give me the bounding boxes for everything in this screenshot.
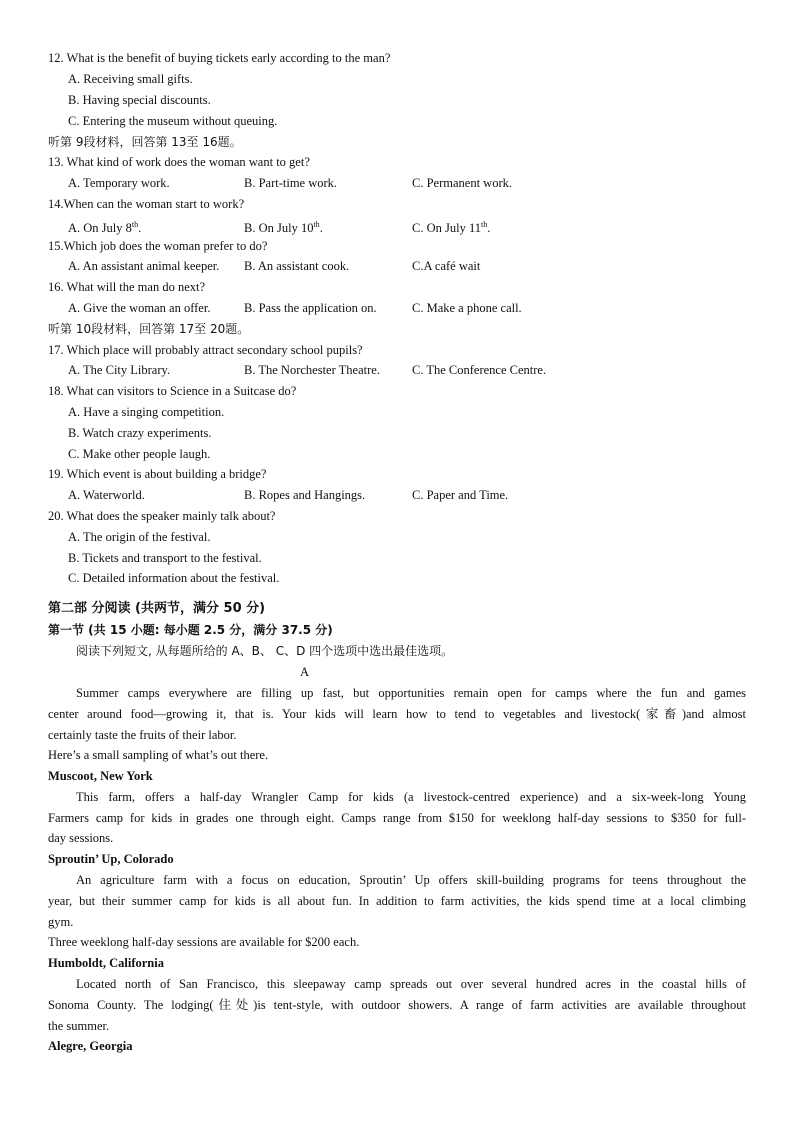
q18-stem: 18. What can visitors to Science in a Suitcase do?: [48, 384, 297, 398]
q16-stem: 16. What will the man do next?: [48, 280, 206, 294]
section-1-heading: 第一节 (共 15 小题: 每小题 2.5 分，满分 37.5 分): [48, 623, 333, 637]
q18-option-c: C. Make other people laugh.: [68, 447, 211, 461]
camp-1-line-1: This farm, offers a half-day Wrangler Camp for kids (a livestock-centred experience) and a six-week-long Young: [76, 790, 746, 804]
intro-line-2: center around food—growing it, that is. Your kids will learn how to tend to vegetables and livestock(家畜)and almost: [48, 707, 746, 721]
camp-3-line-1: Located north of San Francisco, this sleepaway camp spreads out over several hundred acres in the coastal hills of: [76, 977, 746, 991]
q19-option-b: B. Ropes and Hangings.: [244, 488, 366, 502]
q12-option-c: C. Entering the museum without queuing.: [68, 114, 278, 128]
q17-option-a: A. The City Library.: [68, 363, 171, 377]
q17-option-b: B. The Norchester Theatre.: [244, 363, 380, 377]
q13-option-c: C. Permanent work.: [412, 176, 512, 190]
q14-option-b: B. On July 10th.: [244, 220, 323, 236]
q19-option-a: A. Waterworld.: [68, 488, 145, 502]
q16-option-c: C. Make a phone call.: [412, 301, 522, 315]
section-9-heading: 听第 9段材料，回答第 13至 16题。: [48, 135, 242, 149]
camp-2-line-2: year, but their summer camp for kids is all about fun. In addition to farm activities, the kids spend time at a local climbing: [48, 894, 746, 908]
part-2-heading: 第二部 分阅读 (共两节，满分 50 分): [48, 601, 266, 616]
q19-option-c: C. Paper and Time.: [412, 488, 509, 502]
q13-stem: 13. What kind of work does the woman want to get?: [48, 155, 310, 169]
passage-label: A: [300, 665, 310, 679]
q19-stem: 19. Which event is about building a bridge?: [48, 467, 267, 481]
q18-option-a: A. Have a singing competition.: [68, 405, 225, 419]
camp-3-line-2: Sonoma County. The lodging(住处)is tent-style, with outdoor showers. A range of farm activities are available throughout: [48, 998, 746, 1012]
camp-3-title: Humboldt, California: [48, 956, 164, 970]
camp-3-line-3: the summer.: [48, 1019, 110, 1033]
camp-2-line-3: gym.: [48, 915, 74, 929]
q14-option-c: C. On July 11th.: [412, 220, 491, 236]
q20-option-c: C. Detailed information about the festival.: [68, 571, 280, 585]
q13-option-a: A. Temporary work.: [68, 176, 170, 190]
q14-option-a: A. On July 8th.: [68, 220, 142, 236]
q15-option-b: B. An assistant cook.: [244, 259, 350, 273]
q20-option-b: B. Tickets and transport to the festival.: [68, 551, 262, 565]
q15-option-a: A. An assistant animal keeper.: [68, 259, 220, 273]
q13-option-b: B. Part-time work.: [244, 176, 338, 190]
q20-stem: 20. What does the speaker mainly talk about?: [48, 509, 276, 523]
intro-line-3: certainly taste the fruits of their labor.: [48, 728, 237, 742]
q17-stem: 17. Which place will probably attract secondary school pupils?: [48, 343, 363, 357]
camp-4-title: Alegre, Georgia: [48, 1039, 133, 1053]
q18-option-b: B. Watch crazy experiments.: [68, 426, 212, 440]
q12-option-b: B. Having special discounts.: [68, 93, 211, 107]
camp-2-extra: Three weeklong half-day sessions are available for $200 each.: [48, 935, 360, 949]
instruction-text: 阅读下列短文, 从每题所给的 A、B、 C、D 四个选项中选出最佳选项。: [76, 644, 454, 658]
q16-option-a: A. Give the woman an offer.: [68, 301, 211, 315]
q17-option-c: C. The Conference Centre.: [412, 363, 547, 377]
intro-line-1: Summer camps everywhere are filling up fast, but opportunities remain open for camps where the fun and games: [76, 686, 746, 700]
camp-1-line-2: Farmers camp for kids in grades one through eight. Camps range from $150 for weeklong half-day sessions to $350 for full-: [48, 811, 746, 825]
q15-stem: 15.Which job does the woman prefer to do?: [48, 239, 268, 253]
q16-option-b: B. Pass the application on.: [244, 301, 377, 315]
camp-2-line-1: An agriculture farm with a focus on education, Sproutin’ Up offers skill-building programs for teens throughout the: [76, 873, 746, 887]
q14-stem: 14.When can the woman start to work?: [48, 197, 245, 211]
section-10-heading: 听第 10段材料，回答第 17至 20题。: [48, 322, 250, 336]
q15-option-c: C.A café wait: [412, 259, 481, 273]
camp-2-title: Sproutin’ Up, Colorado: [48, 852, 174, 866]
q20-option-a: A. The origin of the festival.: [68, 530, 211, 544]
sampling-text: Here’s a small sampling of what’s out there.: [48, 748, 269, 762]
q12-option-a: A. Receiving small gifts.: [68, 72, 193, 86]
camp-1-line-3: day sessions.: [48, 831, 114, 845]
camp-1-title: Muscoot, New York: [48, 769, 153, 783]
q12-stem: 12. What is the benefit of buying tickets early according to the man?: [48, 51, 391, 65]
